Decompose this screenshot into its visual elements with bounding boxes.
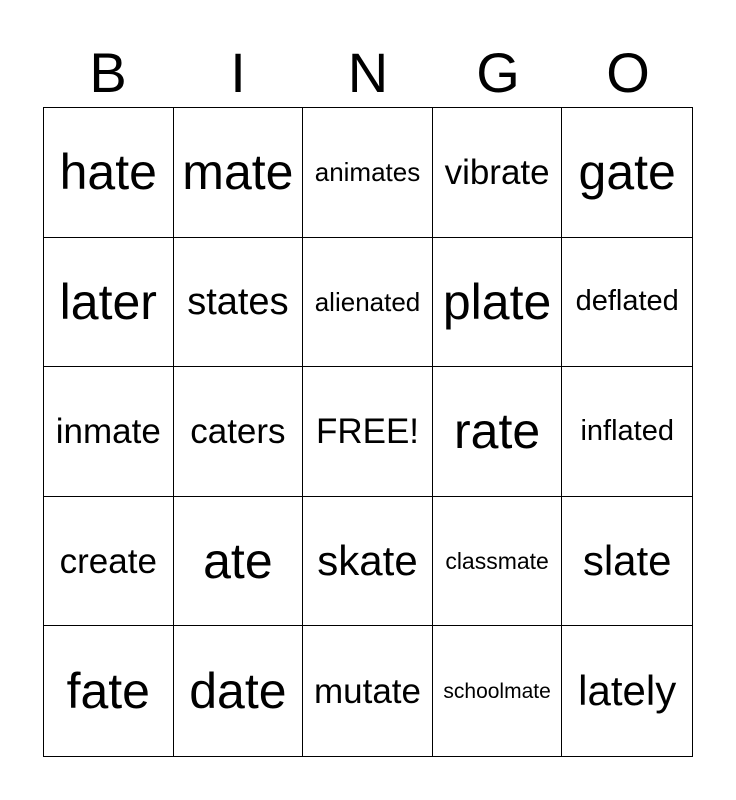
header-letter-g: G — [476, 41, 520, 104]
header-letter-b: B — [89, 41, 127, 104]
bingo-cell[interactable]: alienated — [303, 238, 433, 368]
header-letter-i: I — [230, 41, 246, 104]
free-space[interactable]: FREE! — [303, 367, 433, 497]
bingo-cell[interactable]: classmate — [433, 497, 563, 627]
bingo-cell[interactable]: hate — [44, 108, 174, 238]
header-letter-n: N — [347, 41, 389, 104]
bingo-cell[interactable]: schoolmate — [433, 626, 563, 756]
bingo-grid — [43, 107, 693, 757]
bingo-cell[interactable]: rate — [433, 367, 563, 497]
bingo-cell[interactable]: mutate — [303, 626, 433, 756]
bingo-header — [43, 40, 693, 106]
bingo-cell[interactable]: plate — [433, 238, 563, 368]
header-letter-o: O — [606, 41, 650, 104]
bingo-cell[interactable]: date — [174, 626, 304, 756]
bingo-cell[interactable]: lately — [578, 667, 677, 715]
bingo-cell[interactable]: vibrate — [433, 108, 563, 238]
bingo-cell[interactable]: states — [174, 238, 304, 368]
bingo-cell[interactable]: inflated — [562, 367, 692, 497]
bingo-cell[interactable]: mate — [174, 108, 304, 238]
bingo-cell[interactable]: caters — [174, 367, 304, 497]
bingo-cell[interactable]: animates — [303, 108, 433, 238]
bingo-cell[interactable]: deflated — [562, 238, 692, 368]
bingo-cell[interactable]: skate — [303, 497, 433, 627]
bingo-cell[interactable]: inmate — [44, 367, 174, 497]
bingo-cell[interactable]: fate — [44, 626, 174, 756]
bingo-cell[interactable]: create — [44, 497, 174, 627]
bingo-cell[interactable]: later — [44, 238, 174, 368]
bingo-cell[interactable]: ate — [174, 497, 304, 627]
bingo-cell[interactable]: slate — [562, 497, 692, 627]
bingo-cell[interactable]: gate — [562, 108, 692, 238]
